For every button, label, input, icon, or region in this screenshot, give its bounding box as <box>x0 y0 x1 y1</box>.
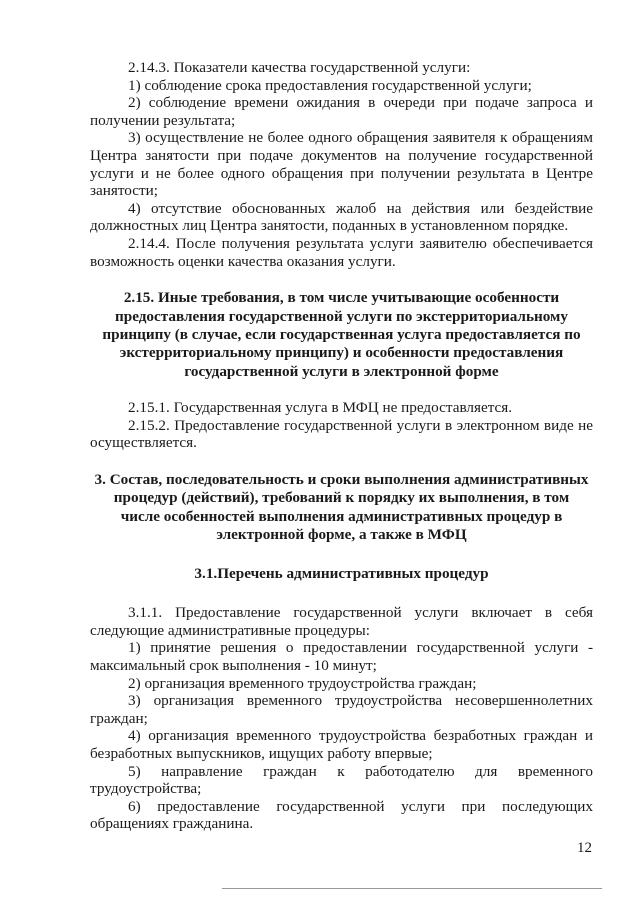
list-item-1: 1) соблюдение срока предоставления государственной услуги; <box>128 76 532 94</box>
procedure-item-2: 2) организация временного трудоустройства граждан; <box>128 674 477 692</box>
paragraph-2-14-4: 2.14.4. После получения результата услуги заявителю обеспечивается возможность оценки качества оказания услуги. <box>90 234 593 270</box>
section-heading-3: 3. Состав, последовательность и сроки выполнения административных процедур (действий), требований к порядку их выполнения, в том числе особенностей выполнения административных процедур в электронной форме, а также в МФЦ <box>94 470 589 544</box>
paragraph-2-15-1: 2.15.1. Государственная услуга в МФЦ не предоставляется. <box>128 399 513 417</box>
page-number: 12 <box>577 840 592 856</box>
procedure-item-6: 6) предоставление государственной услуги при последующих обращениях гражданина. <box>90 797 593 833</box>
paragraph-3-1-1: 3.1.1. Предоставление государственной услуги включает в себя следующие административные процедуры: <box>90 604 593 639</box>
document-page <box>90 59 593 833</box>
list-item-4: 4) отсутствие обоснованных жалоб на действия или бездействие должностных лиц Центра занятости, поданных в установленном порядке. <box>90 199 593 235</box>
paragraph-2-14-3: 2.14.3. Показатели качества государственной услуги: <box>128 59 471 76</box>
procedure-item-4: 4) организация временного трудоустройства безработных граждан и безработных выпускников, ищущих работу впервые; <box>90 727 593 762</box>
section-heading-2-15: 2.15. Иные требования, в том числе учитывающие особенности предоставления государственной услуги по экстерриториальному принципу (в случае, если государственная услуга предоставляется по экстерриториальному принципу) и особенности предоставления государственной услуги в электронной форме <box>102 289 581 380</box>
paragraph-2-15-2: 2.15.2. Предоставление государственной услуги в электронном виде не осуществляется. <box>90 416 593 452</box>
list-item-3: 3) осуществление не более одного обращения заявителя к обращениям Центра занятости при подаче документов на получение государственной услуги и не более одного обращения при получении результата в Центре занятости; <box>90 129 593 200</box>
procedure-item-5: 5) направление граждан к работодателю для временного трудоустройства; <box>90 762 593 798</box>
scan-edge-line <box>222 888 602 889</box>
procedure-item-1: 1) принятие решения о предоставлении государственной услуги - максимальный срок выполнения - 10 минут; <box>90 639 593 674</box>
section-heading-3-1: 3.1.Перечень административных процедур <box>194 564 489 582</box>
list-item-2: 2) соблюдение времени ожидания в очереди при подаче запроса и получении результата; <box>90 94 593 129</box>
procedure-item-3: 3) организация временного трудоустройства несовершеннолетних граждан; <box>90 692 593 727</box>
